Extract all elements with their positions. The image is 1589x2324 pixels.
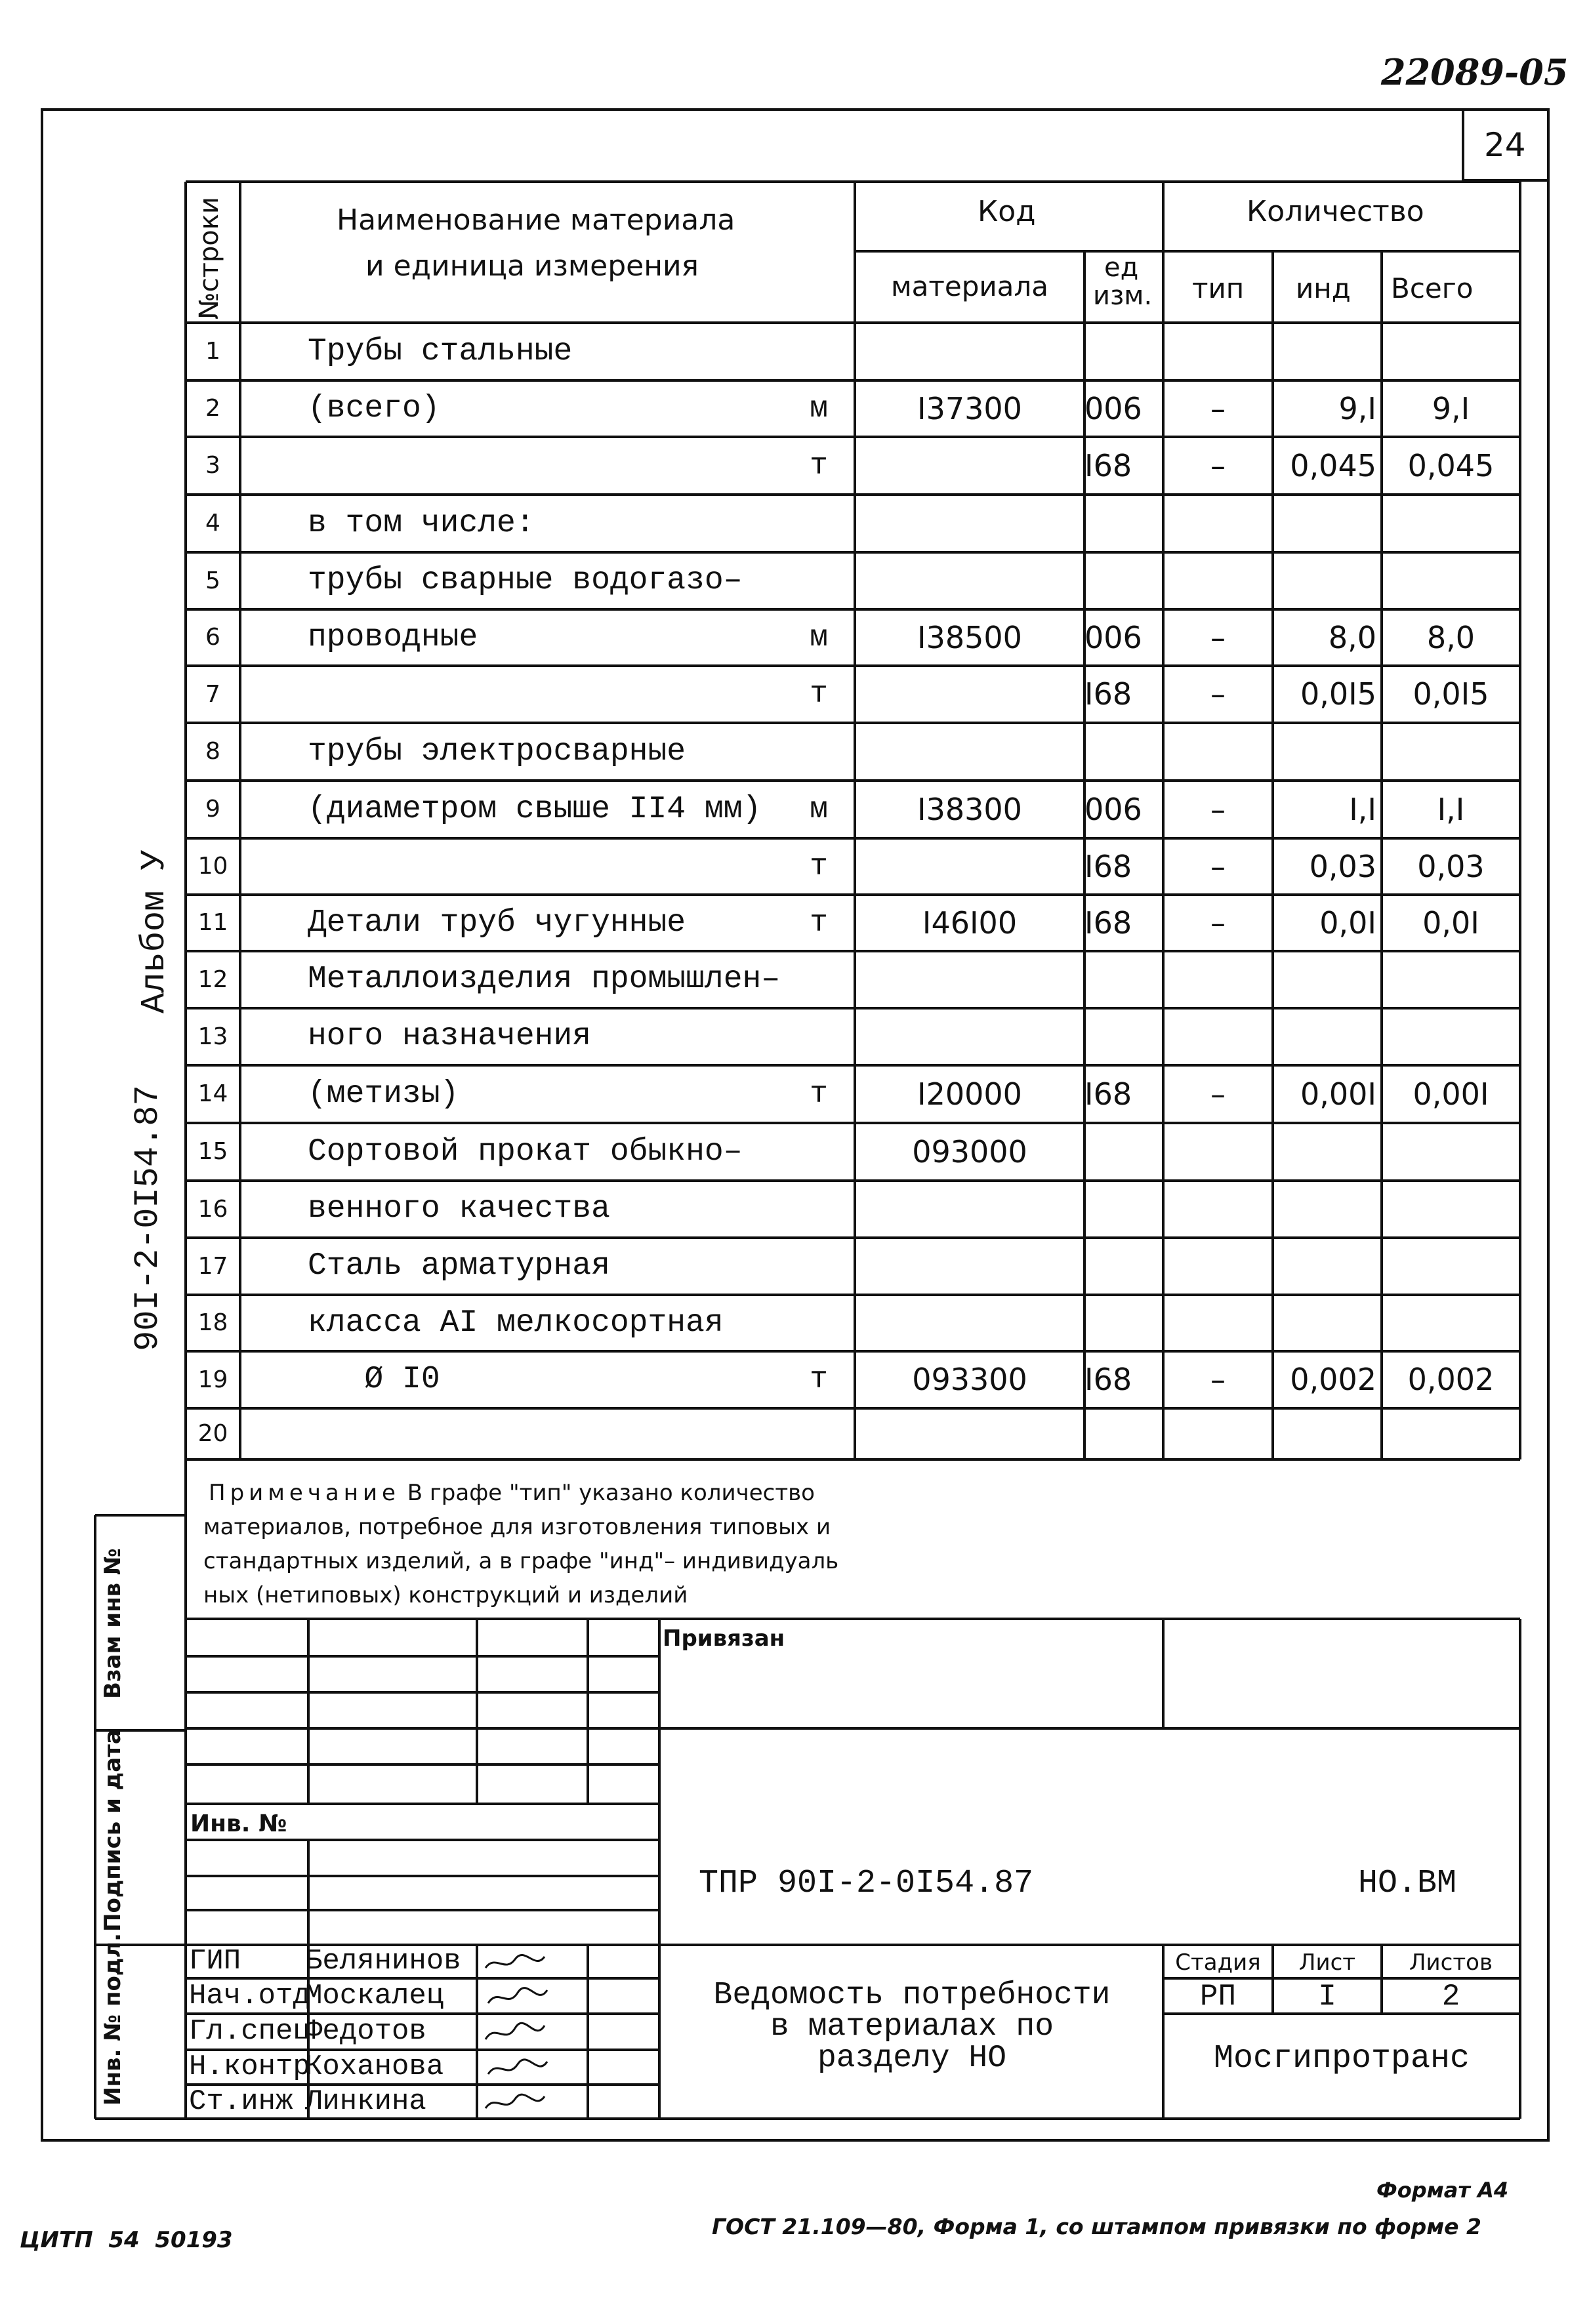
material-name: проводные (308, 620, 478, 655)
material-code: 093300 (912, 1362, 1027, 1397)
unit-code: I68 (1084, 1076, 1132, 1112)
unit-header: ед (1104, 253, 1139, 283)
typ-value (1163, 951, 1273, 1008)
signer-name: Коханова (305, 2050, 444, 2083)
material-code (855, 437, 1084, 495)
unit-letter: т (810, 1362, 828, 1396)
table-row (186, 1008, 1520, 1065)
ind-value: 0,0I (1319, 905, 1376, 941)
total-value (1382, 1008, 1520, 1065)
typ-value: – (1210, 905, 1226, 941)
table-row (186, 838, 1520, 895)
total-value: 8,0 (1426, 620, 1476, 655)
material-code (855, 495, 1084, 552)
typ-value (1163, 1008, 1273, 1065)
table-row (186, 1295, 1520, 1351)
material-code (855, 1408, 1084, 1459)
signer-role: Ст.инж (189, 2085, 293, 2118)
material-code (855, 838, 1084, 895)
ind-value: 9,I (1338, 391, 1376, 426)
unit-letter (793, 951, 845, 1008)
doc-title-line-2: в материалах по (770, 2009, 1054, 2045)
material-name: трубы сварные водогазо– (308, 563, 743, 598)
row-number: 11 (197, 909, 228, 936)
signer-name: Москалец (305, 1980, 444, 2012)
vz-inv-label: Взам инв № (100, 1548, 126, 1699)
total-value (1382, 1238, 1520, 1295)
table-row (186, 380, 1520, 437)
total-value (1382, 1295, 1520, 1351)
top-code: 22089-05 (1381, 51, 1569, 93)
signer-role: Нач.отд (189, 1980, 310, 2012)
ind-value: 0,00I (1300, 1076, 1376, 1112)
material-code (855, 1008, 1084, 1065)
unit-letter: т (810, 677, 828, 711)
table-row (186, 1408, 1520, 1459)
material-code (855, 323, 1084, 380)
inv-no-label: Инв. № (190, 1810, 287, 1837)
total-value (1382, 495, 1520, 552)
row-number: 4 (205, 510, 220, 537)
note (203, 1476, 839, 1612)
unit-code: I68 (1084, 849, 1132, 884)
unit-letter (793, 1008, 845, 1065)
row-number: 18 (197, 1309, 228, 1336)
format-label: Формат А4 (1376, 2178, 1509, 2203)
row-number: 1 (205, 338, 220, 365)
typ-value (1163, 1238, 1273, 1295)
ind-value (1273, 323, 1382, 380)
table-row (186, 552, 1520, 609)
album-label: Альбом У (135, 849, 174, 1013)
typ-value: – (1210, 620, 1226, 655)
unit-letter (793, 1123, 845, 1181)
material-name: (диаметром свыше II4 мм) (308, 792, 762, 827)
row-number: 3 (205, 452, 220, 479)
material-name: (метизы) (308, 1076, 459, 1112)
row-number: 16 (197, 1196, 228, 1223)
typ-value (1163, 1295, 1273, 1351)
doc-code: ТПР 90I-2-0I54.87 (699, 1865, 1034, 1902)
total-value (1382, 1123, 1520, 1181)
signature-mark (485, 1981, 550, 2011)
sheet-number: 24 (1484, 126, 1526, 164)
ind-value (1273, 1181, 1382, 1238)
typ-value (1163, 495, 1273, 552)
ind-value: I,I (1349, 792, 1376, 827)
typ-value (1163, 1181, 1273, 1238)
material-code (855, 1181, 1084, 1238)
row-number: 20 (197, 1420, 228, 1447)
total-value: 0,002 (1407, 1362, 1495, 1397)
unit-name-header: и единица измерения (365, 249, 699, 283)
sheet-value: I (1318, 1980, 1336, 2014)
unit-letter: т (810, 449, 828, 483)
typ-value: – (1210, 391, 1226, 426)
table-row (186, 1181, 1520, 1238)
note-line-2: материалов, потребное для изготовления типовых и (203, 1514, 831, 1540)
row-number: 12 (197, 966, 228, 993)
table-row (186, 1123, 1520, 1181)
table-row (186, 951, 1520, 1008)
signer-name: Линкина (305, 2085, 426, 2118)
row-number-header: №строки (194, 197, 224, 319)
signer-role: Н.контр (189, 2050, 310, 2083)
typ-value: – (1210, 1362, 1226, 1397)
total-value: 0,0I5 (1413, 676, 1489, 712)
material-name: в том числе: (308, 506, 535, 541)
material-code: I38300 (917, 792, 1022, 827)
typ-value: – (1210, 448, 1226, 483)
row-number: 2 (205, 395, 220, 422)
unit-letter: м (810, 792, 828, 826)
total-value: 0,045 (1407, 448, 1495, 483)
ind-value (1273, 495, 1382, 552)
ind-value (1273, 1123, 1382, 1181)
unit-code: 006 (1084, 792, 1142, 827)
row-number: 8 (205, 738, 220, 765)
row-number: 6 (205, 624, 220, 651)
doc-title-line-1: Ведомость потребности (713, 1978, 1111, 2013)
typ-value (1163, 723, 1273, 781)
ind-value: 0,002 (1290, 1362, 1376, 1397)
doc-title (663, 1980, 1161, 2074)
row-number: 10 (197, 853, 228, 880)
table-row (186, 437, 1520, 495)
doc-mark: НО.ВМ (1358, 1865, 1457, 1902)
material-code: I38500 (917, 620, 1022, 655)
row-number: 19 (197, 1366, 228, 1393)
ind-value (1273, 552, 1382, 609)
doc-title-line-3: разделу НО (817, 2041, 1007, 2076)
sign-date-label: Подпись и дата (100, 1729, 126, 1932)
ind-value: 0,045 (1290, 448, 1376, 483)
sheets-value: 2 (1441, 1980, 1460, 2014)
signature-mark (482, 1947, 548, 1976)
material-name: трубы электросварные (308, 734, 686, 769)
ind-value (1273, 951, 1382, 1008)
unit-letter (793, 1408, 845, 1459)
row-number: 9 (205, 796, 220, 823)
unit-code (1084, 1181, 1163, 1238)
unit-letter: т (810, 849, 828, 884)
typ-value: – (1210, 849, 1226, 884)
material-name: Сортовой прокат обыкно– (308, 1134, 743, 1170)
ind-value: 8,0 (1328, 620, 1376, 655)
unit-letter: м (810, 392, 828, 426)
total-value (1382, 1408, 1520, 1459)
unit-letter: м (810, 621, 828, 655)
note-lead: Примечание (209, 1480, 400, 1506)
unit-code (1084, 723, 1163, 781)
ind-value: 0,03 (1309, 849, 1376, 884)
total-value: 0,0I (1422, 905, 1479, 941)
typ-value: – (1210, 792, 1226, 827)
unit-code (1084, 323, 1163, 380)
unit-letter (793, 1295, 845, 1351)
material-code: 093000 (912, 1134, 1027, 1170)
total-value (1382, 723, 1520, 781)
material-name: Трубы стальные (308, 334, 573, 369)
sheets-label: Листов (1409, 1949, 1493, 1976)
unit-letter (793, 1238, 845, 1295)
table-row (186, 666, 1520, 723)
privyazan-label: Привязан (663, 1625, 785, 1652)
unit-letter (793, 323, 845, 380)
ind-header: инд (1296, 272, 1351, 304)
total-value (1382, 552, 1520, 609)
unit-code: I68 (1084, 1362, 1132, 1397)
organization: Мосгипротранс (1213, 2040, 1470, 2077)
table-row (186, 895, 1520, 951)
material-name: Сталь арматурная (308, 1248, 610, 1284)
ind-value (1273, 1008, 1382, 1065)
row-number: 13 (197, 1023, 228, 1050)
material-code: I20000 (917, 1076, 1022, 1112)
ind-value: 0,0I5 (1300, 676, 1376, 712)
unit-letter: т (810, 906, 828, 940)
unit-code (1084, 552, 1163, 609)
total-value: 9,I (1432, 391, 1470, 426)
material-name: (всего) (308, 391, 440, 426)
ind-value (1273, 1408, 1382, 1459)
stage-label: Стадия (1175, 1949, 1261, 1976)
stage-value: РП (1199, 1980, 1237, 2014)
unit-letter (793, 495, 845, 552)
row-number: 17 (197, 1253, 228, 1280)
material-name: венного качества (308, 1191, 610, 1227)
unit-code (1084, 1238, 1163, 1295)
signer-name: Федотов (305, 2015, 426, 2048)
note-line-4: ных (нетиповых) конструкций и изделий (203, 1582, 688, 1608)
unit-header-2: изм. (1093, 281, 1153, 311)
material-name: Металлоизделия промышлен– (308, 962, 781, 997)
unit-letter (793, 1181, 845, 1238)
gost-line: ГОСТ 21.109—80, Форма 1, со штампом привязки по форме 2 (712, 2214, 1481, 2239)
material-name: Ø I0 (308, 1362, 440, 1397)
unit-code: 006 (1084, 391, 1142, 426)
typ-header: тип (1192, 272, 1245, 304)
unit-code: I68 (1084, 676, 1132, 712)
signer-role: ГИП (189, 1945, 241, 1978)
total-value: 0,00I (1413, 1076, 1489, 1112)
material-code-header: материала (891, 270, 1049, 302)
unit-code (1084, 1008, 1163, 1065)
signer-role: Гл.спец (189, 2015, 310, 2048)
total-value (1382, 1181, 1520, 1238)
signature-mark (482, 2016, 548, 2047)
total-value: I,I (1437, 792, 1465, 827)
material-code (855, 951, 1084, 1008)
typ-value (1163, 1408, 1273, 1459)
note-line-1: В графе "тип" указано количество (400, 1480, 815, 1506)
row-number: 7 (205, 681, 220, 708)
typ-value (1163, 1123, 1273, 1181)
table-row (186, 495, 1520, 552)
table-row (186, 781, 1520, 838)
sheet-label: Лист (1298, 1949, 1356, 1976)
project-code-vertical: 90I-2-0I54.87 (129, 1085, 167, 1351)
total-value (1382, 951, 1520, 1008)
total-header: Всего (1391, 272, 1474, 304)
unit-letter: т (810, 1077, 828, 1111)
inv-podl-label: Инв. № подл. (100, 1932, 126, 2106)
unit-code (1084, 1295, 1163, 1351)
note-line-3: стандартных изделий, а в графе "инд"– индивидуаль (203, 1548, 839, 1574)
material-code (855, 1295, 1084, 1351)
material-name-header: Наименование материала (337, 203, 735, 237)
total-value: 0,03 (1417, 849, 1485, 884)
unit-code: I68 (1084, 448, 1132, 483)
unit-code (1084, 1123, 1163, 1181)
table-row (186, 323, 1520, 380)
row-number: 15 (197, 1138, 228, 1165)
row-number: 14 (197, 1080, 228, 1107)
total-value (1382, 323, 1520, 380)
code-header: Код (978, 195, 1036, 228)
signature-mark (482, 2087, 548, 2116)
material-code (855, 666, 1084, 723)
material-name: класса AI мелкосортная (308, 1305, 724, 1341)
table-row (186, 723, 1520, 781)
signer-name: Белянинов (305, 1945, 461, 1978)
table-row (186, 609, 1520, 666)
ind-value (1273, 1295, 1382, 1351)
table-row (186, 1238, 1520, 1295)
unit-code (1084, 495, 1163, 552)
material-code (855, 1238, 1084, 1295)
footer-left-code: ЦИТП 54 50193 (20, 2227, 233, 2253)
ind-value (1273, 1238, 1382, 1295)
quantity-header: Количество (1247, 195, 1424, 228)
unit-letter (793, 723, 845, 781)
material-code: I37300 (917, 391, 1022, 426)
signature-mark (485, 2052, 550, 2082)
table-row (186, 1351, 1520, 1408)
typ-value: – (1210, 1076, 1226, 1112)
row-number: 5 (205, 567, 220, 594)
unit-code (1084, 1408, 1163, 1459)
ind-value (1273, 723, 1382, 781)
material-name: ного назначения (308, 1019, 592, 1054)
typ-value: – (1210, 676, 1226, 712)
material-code: I46I00 (922, 905, 1018, 941)
material-code (855, 552, 1084, 609)
unit-code: I68 (1084, 905, 1132, 941)
typ-value (1163, 552, 1273, 609)
unit-code (1084, 951, 1163, 1008)
table-row (186, 1065, 1520, 1123)
typ-value (1163, 323, 1273, 380)
unit-code: 006 (1084, 620, 1142, 655)
material-code (855, 723, 1084, 781)
material-name: Детали труб чугунные (308, 905, 686, 941)
unit-letter (793, 552, 845, 609)
